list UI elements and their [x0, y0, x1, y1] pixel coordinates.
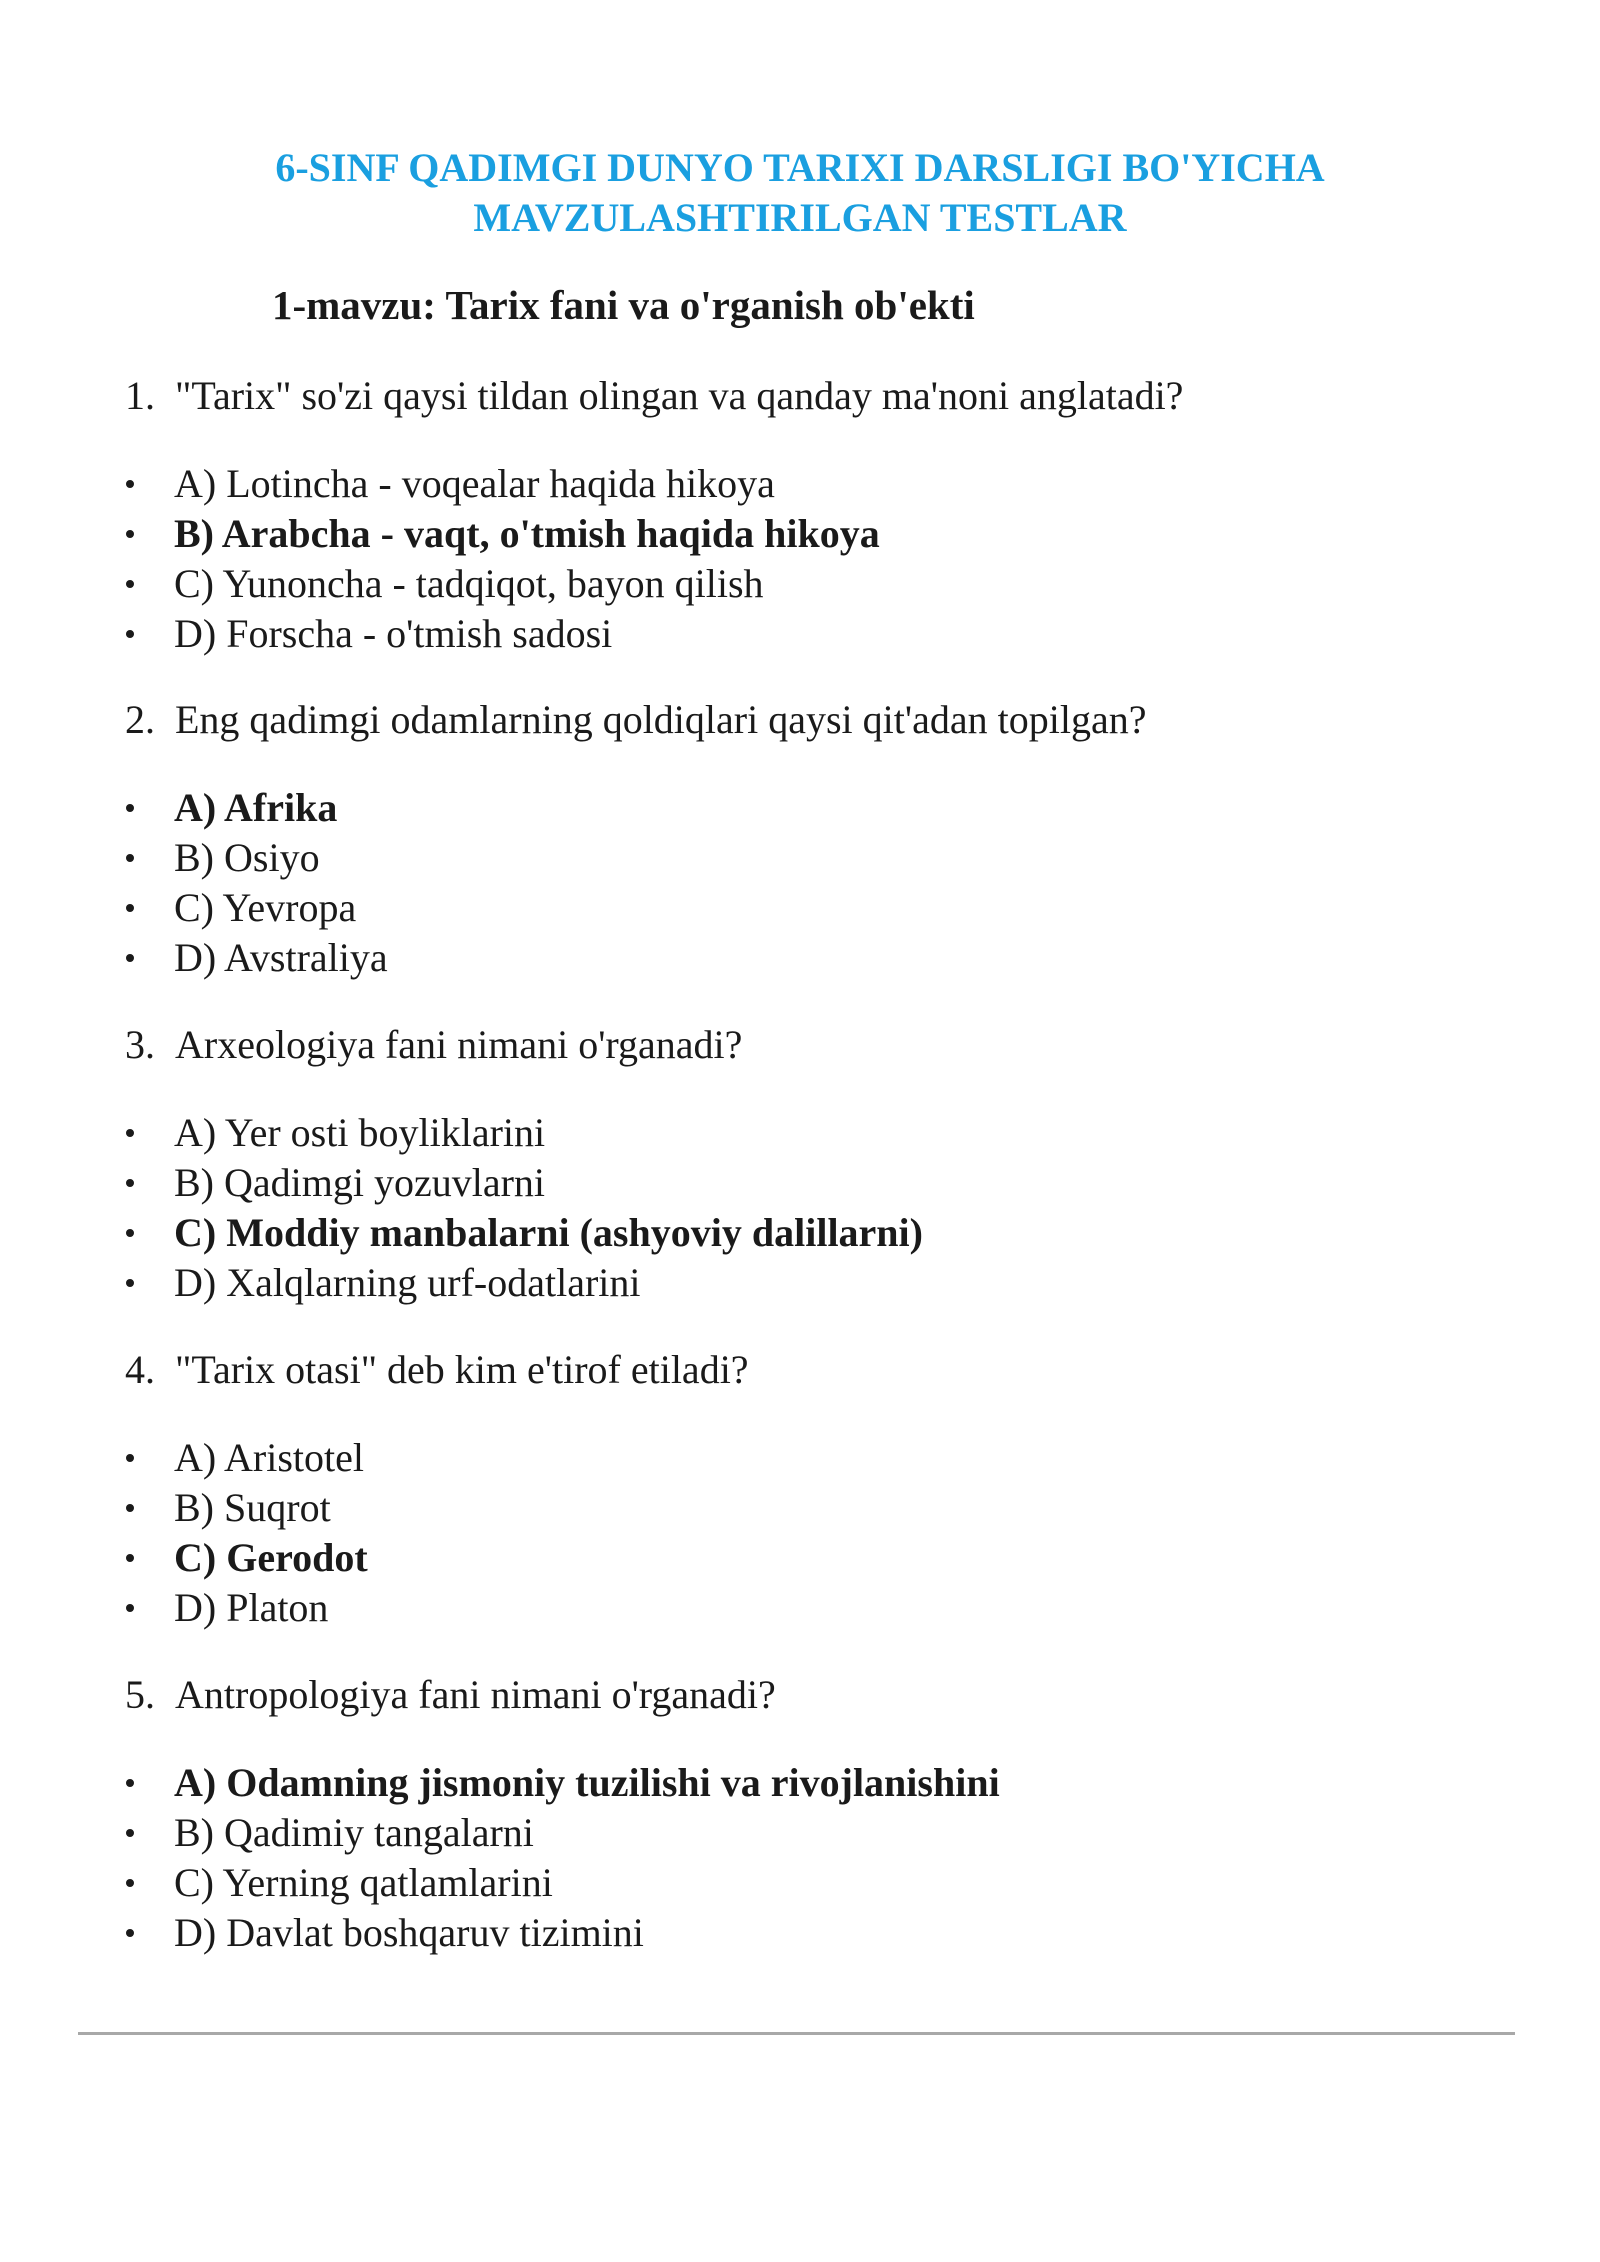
bullet-icon	[126, 580, 134, 588]
option-text: C) Gerodot	[174, 1535, 368, 1580]
document-title-line-1: 6-SINF QADIMGI DUNYO TARIXI DARSLIGI BO'YICHA	[275, 145, 1325, 190]
question-4-number: 4.	[125, 1347, 155, 1392]
question-1-number: 1.	[125, 373, 155, 418]
question-2-text	[125, 695, 1146, 745]
option-text: A) Yer osti boyliklarini	[174, 1110, 546, 1155]
question-3-number: 3.	[125, 1022, 155, 1067]
option-text: B) Qadimiy tangalarni	[174, 1810, 534, 1855]
question-4-prompt: "Tarix otasi" deb kim e'tirof etiladi?	[175, 1347, 749, 1392]
question-5-text	[125, 1670, 776, 1720]
bullet-icon	[126, 1829, 134, 1837]
option-text: B) Osiyo	[174, 835, 320, 880]
option-text: D) Xalqlarning urf-odatlarini	[174, 1260, 641, 1305]
bullet-icon	[126, 530, 134, 538]
option-text: D) Avstraliya	[174, 935, 388, 980]
option-text: D) Forscha - o'tmish sadosi	[174, 611, 613, 656]
document-title-line-2: MAVZULASHTIRILGAN TESTLAR	[473, 195, 1127, 240]
option-text: D) Platon	[174, 1585, 329, 1630]
question-5-number: 5.	[125, 1672, 155, 1717]
footer-divider	[78, 2032, 1515, 2035]
document-title	[0, 143, 1600, 243]
option-text: C) Yunoncha - tadqiqot, bayon qilish	[174, 561, 764, 606]
question-2-number: 2.	[125, 697, 155, 742]
bullet-icon	[126, 1279, 134, 1287]
bullet-icon	[126, 804, 134, 812]
question-2-prompt: Eng qadimgi odamlarning qoldiqlari qaysi qit'adan topilgan?	[175, 697, 1147, 742]
option-text: B) Arabcha - vaqt, o'tmish haqida hikoya	[174, 511, 880, 556]
bullet-icon	[126, 904, 134, 912]
bullet-icon	[126, 630, 134, 638]
question-4-text	[125, 1345, 749, 1395]
topic-heading: 1-mavzu: Tarix fani va o'rganish ob'ekti	[272, 282, 975, 328]
option-text: D) Davlat boshqaruv tizimini	[174, 1910, 644, 1955]
bullet-icon	[126, 1879, 134, 1887]
option-text: A) Aristotel	[174, 1435, 364, 1480]
option-text: B) Qadimgi yozuvlarni	[174, 1160, 546, 1205]
bullet-icon	[126, 1454, 134, 1462]
option-text: A) Odamning jismoniy tuzilishi va rivojlanishini	[174, 1760, 1000, 1805]
question-3-text	[125, 1020, 742, 1070]
bullet-icon	[126, 954, 134, 962]
question-1-prompt: "Tarix" so'zi qaysi tildan olingan va qanday ma'noni anglatadi?	[175, 373, 1184, 418]
bullet-icon	[126, 1229, 134, 1237]
option-text: A) Afrika	[174, 785, 338, 830]
bullet-icon	[126, 1179, 134, 1187]
option-text: B) Suqrot	[174, 1485, 331, 1530]
bullet-icon	[126, 1604, 134, 1612]
option-text: C) Yevropa	[174, 885, 357, 930]
option-text: C) Yerning qatlamlarini	[174, 1860, 553, 1905]
option-text: C) Moddiy manbalarni (ashyoviy dalillarni)	[174, 1210, 923, 1255]
question-5-prompt: Antropologiya fani nimani o'rganadi?	[175, 1672, 776, 1717]
bullet-icon	[126, 1129, 134, 1137]
bullet-icon	[126, 1554, 134, 1562]
bullet-icon	[126, 1504, 134, 1512]
bullet-icon	[126, 480, 134, 488]
question-1-text	[125, 371, 1183, 421]
bullet-icon	[126, 1779, 134, 1787]
question-3-prompt: Arxeologiya fani nimani o'rganadi?	[175, 1022, 743, 1067]
bullet-icon	[126, 1929, 134, 1937]
bullet-icon	[126, 854, 134, 862]
option-text: A) Lotincha - voqealar haqida hikoya	[174, 461, 775, 506]
